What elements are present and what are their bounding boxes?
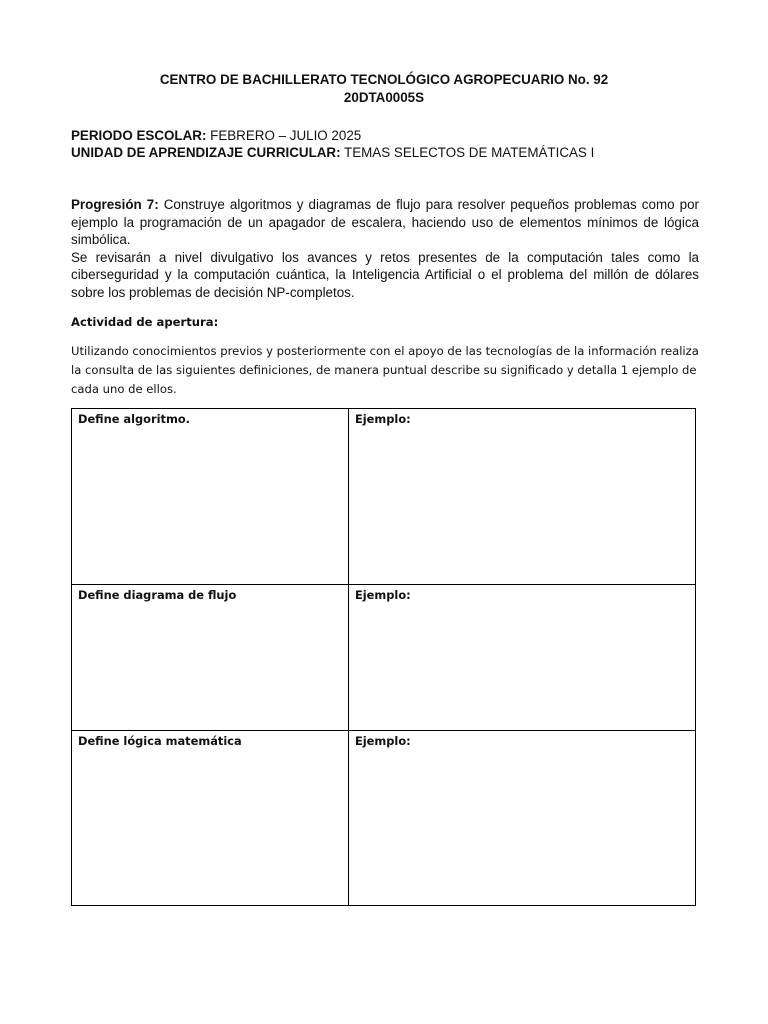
- school-code: 20DTA0005S: [343, 90, 425, 105]
- table-row: [72, 409, 696, 585]
- define-cell[interactable]: Define algoritmo.: [72, 409, 349, 585]
- periodo-value: FEBRERO – JULIO 2025: [210, 128, 362, 143]
- define-cell[interactable]: Define diagrama de flujo: [72, 585, 349, 731]
- unidad-value: TEMAS SELECTOS DE MATEMÁTICAS I: [344, 145, 595, 160]
- school-name: CENTRO DE BACHILLERATO TECNOLÓGICO AGROPECUARIO No. 92: [159, 72, 609, 87]
- actividad-title: Actividad de apertura:: [71, 315, 219, 329]
- periodo-line: [71, 127, 701, 144]
- define-cell[interactable]: Define lógica matemática: [72, 731, 349, 906]
- progresion-paragraph-1: [71, 196, 699, 249]
- unidad-line: [71, 144, 701, 161]
- unidad-label: UNIDAD DE APRENDIZAJE CURRICULAR:: [71, 145, 341, 160]
- ejemplo-cell[interactable]: Ejemplo:: [349, 731, 696, 906]
- course-info: [71, 127, 701, 161]
- table-row: [72, 585, 696, 731]
- definitions-table: [71, 408, 696, 906]
- periodo-label: PERIODO ESCOLAR:: [71, 128, 207, 143]
- progresion-section: [71, 196, 699, 301]
- progresion-text-1: Construye algoritmos y diagramas de flujo para resolver pequeños problemas como por ejemplo la programación de un apagador de escalera, haciendo uso de elementos mínimos de lógica simbólica.: [71, 197, 699, 247]
- table-row: [72, 731, 696, 906]
- ejemplo-cell[interactable]: Ejemplo:: [349, 585, 696, 731]
- ejemplo-cell[interactable]: Ejemplo:: [349, 409, 696, 585]
- document-header: [0, 71, 768, 107]
- progresion-label: Progresión 7:: [71, 197, 159, 212]
- actividad-instructions: Utilizando conocimientos previos y posteriormente con el apoyo de las tecnologías de la información realiza la consulta de las siguientes definiciones, de manera puntual describe su significado y detalla 1 ejemplo de cada uno de ellos.: [71, 344, 699, 396]
- progresion-paragraph-2: Se revisarán a nivel divulgativo los avances y retos presentes de la computación tales como la ciberseguridad y la computación cuántica, la Inteligencia Artificial o el problema del millón de dólares sobre los problemas de decisión NP-completos.: [71, 249, 699, 300]
